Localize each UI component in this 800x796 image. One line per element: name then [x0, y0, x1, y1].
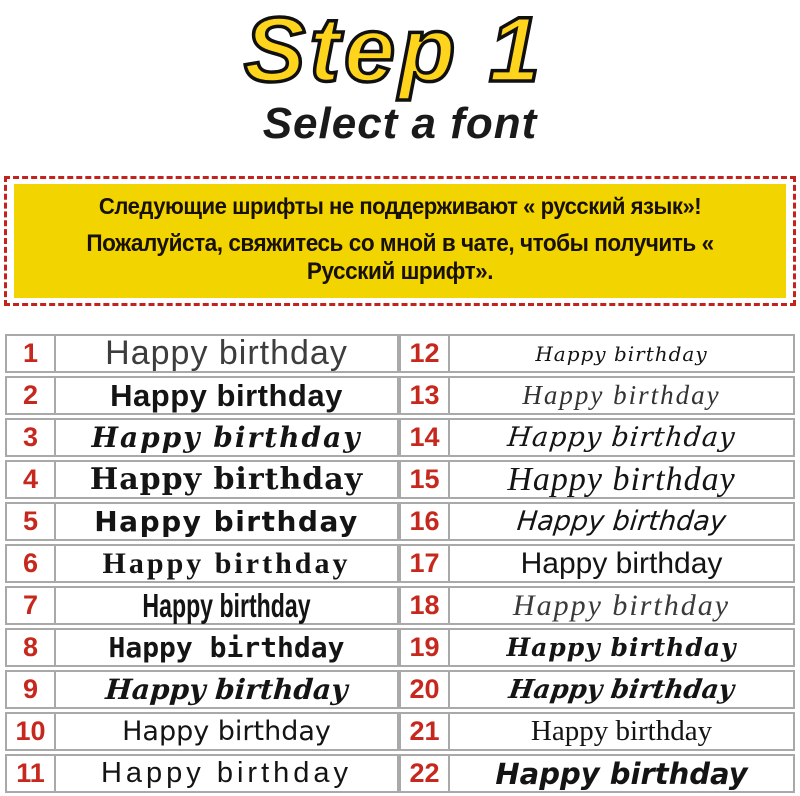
font-row-1	[5, 334, 399, 373]
font-sample: Happy birthday	[535, 341, 708, 366]
font-number: 4	[7, 462, 56, 497]
font-number: 10	[7, 714, 56, 749]
font-sample: Happy birthday	[104, 673, 349, 707]
font-number: 21	[401, 714, 450, 749]
font-row-10	[5, 712, 399, 751]
font-row-7	[5, 586, 399, 625]
font-number: 9	[7, 672, 56, 707]
font-sample: Happy birthday	[122, 716, 331, 748]
font-number: 20	[401, 672, 450, 707]
font-sample: Happy birthday	[522, 380, 721, 411]
font-number: 6	[7, 546, 56, 581]
font-sample: Happy birthday	[142, 586, 311, 624]
font-table	[0, 334, 800, 796]
russian-notice-inner	[14, 184, 786, 298]
font-sample: Happy birthday	[507, 674, 736, 705]
font-row-18	[399, 586, 795, 625]
font-sample: Happy birthday	[512, 588, 731, 622]
font-column-right	[399, 334, 795, 796]
notice-line-1: Следующие шрифты не поддерживают « русский язык»!	[98, 193, 702, 219]
font-sample: Happy birthday	[530, 715, 713, 748]
font-row-20	[399, 670, 795, 709]
font-row-14	[399, 418, 795, 457]
font-number: 1	[7, 336, 56, 371]
font-row-21	[399, 712, 795, 751]
font-row-12	[399, 334, 795, 373]
font-number: 17	[401, 546, 450, 581]
font-number: 3	[7, 420, 56, 455]
font-column-left	[5, 334, 399, 796]
font-number: 15	[401, 462, 450, 497]
font-sample: Happy birthday	[108, 631, 345, 665]
step-title: Step 1	[243, 0, 545, 101]
font-number: 13	[401, 378, 450, 413]
font-sample: Happy birthday	[515, 506, 728, 538]
font-sample: Happy birthday	[105, 334, 348, 373]
font-number: 19	[401, 630, 450, 665]
russian-notice-banner	[4, 176, 796, 306]
font-sample: Happy birthday	[89, 462, 364, 498]
font-number: 7	[7, 588, 56, 623]
font-row-6	[5, 544, 399, 583]
font-row-13	[399, 376, 795, 415]
font-number: 12	[401, 336, 450, 371]
font-row-5	[5, 502, 399, 541]
font-row-17	[399, 544, 795, 583]
font-sample: Happy birthday	[520, 546, 723, 580]
font-row-15	[399, 460, 795, 499]
font-sample: Happy birthday	[94, 505, 359, 539]
font-row-8	[5, 628, 399, 667]
font-number: 5	[7, 504, 56, 539]
font-row-3	[5, 418, 399, 457]
font-sample: Happy birthday	[102, 546, 351, 580]
font-row-4	[5, 460, 399, 499]
font-number: 8	[7, 630, 56, 665]
font-sample: Happy birthday	[91, 421, 362, 455]
font-row-11	[5, 754, 399, 793]
font-sample: Happy birthday	[505, 422, 738, 454]
font-number: 2	[7, 378, 56, 413]
page-subtitle: Select a font	[262, 99, 538, 148]
font-number: 18	[401, 588, 450, 623]
font-sample: Happy birthday	[495, 756, 748, 791]
font-number: 11	[7, 756, 56, 791]
font-sample: Happy birthday	[110, 377, 343, 413]
font-row-9	[5, 670, 399, 709]
font-row-19	[399, 628, 795, 667]
notice-line-2: Пожалуйста, свяжитесь со мной в чате, чтобы получить « Русский шрифт».	[86, 229, 714, 286]
font-row-16	[399, 502, 795, 541]
header	[0, 0, 800, 146]
font-row-22	[399, 754, 795, 793]
font-number: 22	[401, 756, 450, 791]
font-row-2	[5, 376, 399, 415]
font-sample: Happy birthday	[100, 757, 353, 790]
font-number: 14	[401, 420, 450, 455]
font-sample: Happy birthday	[507, 460, 736, 498]
font-sample: Happy birthday	[506, 633, 737, 663]
font-number: 16	[401, 504, 450, 539]
